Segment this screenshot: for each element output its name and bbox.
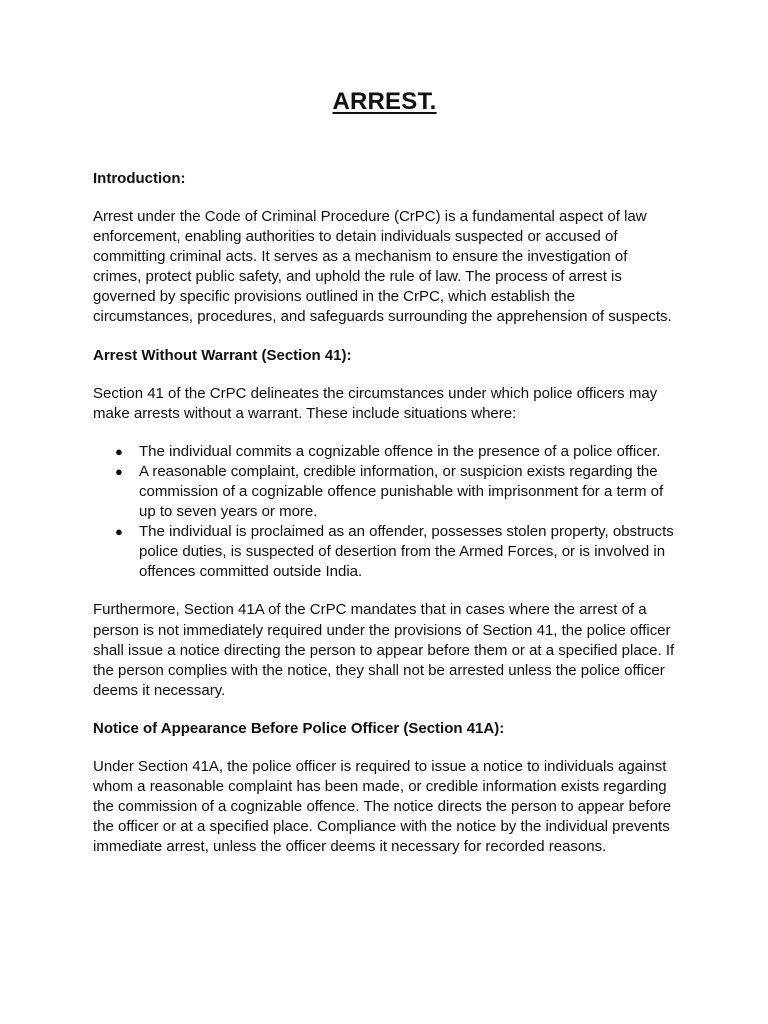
intro-paragraph: Arrest under the Code of Criminal Procedure (CrPC) is a fundamental aspect of law enforcement, enabling authorities to detain individuals suspected or accused of committing criminal acts. It serves as a mechanism to ensure the investigation of crimes, protect public safety, and uphold the rule of law. The process of arrest is governed by specific provisions outlined in the CrPC, which establish the circumstances, procedures, and safeguards surrounding the apprehension of suspects. [93, 208, 672, 326]
list-item-text: The individual commits a cognizable offence in the presence of a police officer. [139, 442, 661, 460]
list-item [93, 442, 676, 462]
list-item-text: The individual is proclaimed as an offender, possesses stolen property, obstructs police duties, is suspected of desertion from the Armed Forces, or is involved in offences committed outside India. [139, 523, 674, 581]
list-item-text: A reasonable complaint, credible information, or suspicion exists regarding the commission of a cognizable offence punishable with imprisonment for a term of up to seven years or more. [139, 462, 664, 521]
page-title: ARREST. [332, 88, 437, 115]
section-41a-mandate-paragraph: Furthermore, Section 41A of the CrPC mandates that in cases where the arrest of a person is not immediately required under the provisions of Section 41, the police officer shall issue a notice directing the person to appear before them or at a specified place. If the person complies with the notice, they shall not be arrested unless the police officer deems it necessary. [93, 601, 675, 699]
bullet-icon: ● [115, 524, 123, 540]
list-item [93, 522, 676, 582]
section-41-paragraph: Section 41 of the CrPC delineates the circumstances under which police officers may make arrests without a warrant. These include situations where: [93, 384, 658, 422]
bullet-icon: ● [115, 443, 123, 459]
section-41-heading: Arrest Without Warrant (Section 41): [93, 346, 352, 364]
section-41a-paragraph: Under Section 41A, the police officer is required to issue a notice to individuals against whom a reasonable complaint has been made, or credible information exists regarding the commission of a cognizable offence. The notice directs the person to appear before the officer or at a specified place. Compliance with the notice by the individual prevents immediate arrest, unless the officer deems it necessary for recorded reasons. [93, 757, 672, 856]
section-41a-heading: Notice of Appearance Before Police Officer (Section 41A): [93, 719, 505, 737]
section-41-bullet-list [93, 442, 676, 583]
bullet-icon: ● [115, 463, 123, 479]
list-item [93, 462, 676, 522]
intro-heading: Introduction: [93, 170, 186, 187]
